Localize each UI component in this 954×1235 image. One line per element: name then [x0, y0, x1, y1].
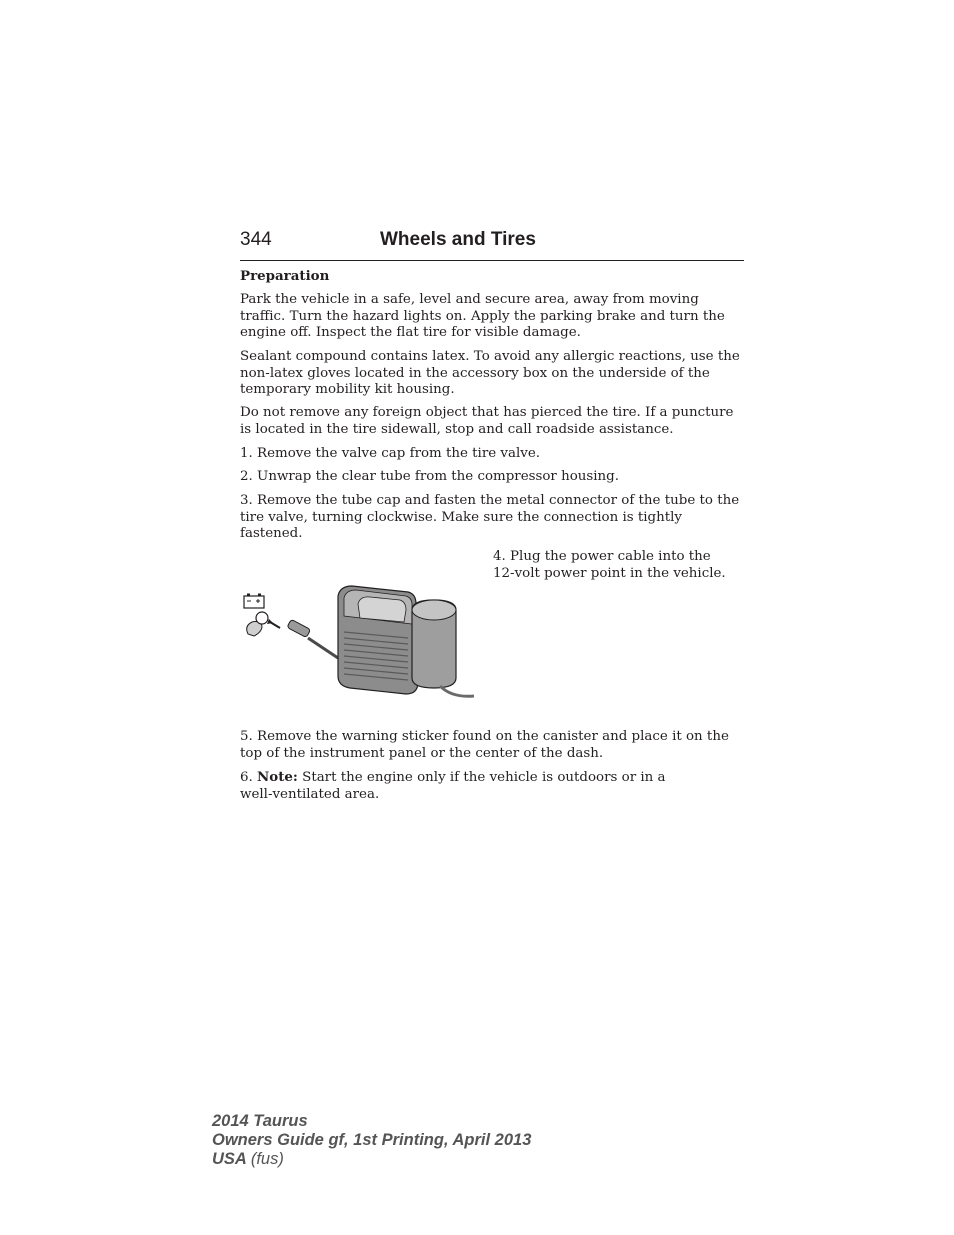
step-3: 3. Remove the tube cap and fasten the metal connector of the tube to the tire valve, turning clockwise. Make sure the connection is tightly fastened.	[240, 493, 740, 541]
step-6-text: Start the engine only if the vehicle is outdoors or in a well-ventilated area.	[240, 770, 666, 802]
step-4: 4. Plug the power cable into the 12-volt power point in the vehicle.	[493, 549, 726, 581]
compressor-illustration	[240, 582, 476, 704]
step-6-number: 6.	[240, 770, 253, 785]
footer-region: USA	[212, 1150, 247, 1168]
step-1: 1. Remove the valve cap from the tire valve.	[240, 446, 541, 461]
battery-icon	[244, 594, 264, 609]
step-5: 5. Remove the warning sticker found on the canister and place it on the top of the instrument panel or the center of the dash.	[240, 729, 729, 761]
page-number: 344	[240, 229, 272, 250]
footer-line-1: 2014 Taurus	[212, 1112, 308, 1130]
subheading-preparation: Preparation	[240, 268, 330, 284]
paragraph-foreign-object: Do not remove any foreign object that has pierced the tire. If a puncture is located in the tire sidewall, stop and call roadside assistance.	[240, 405, 734, 437]
power-plug-icon	[247, 612, 338, 658]
page-header	[240, 228, 744, 261]
footer-line-3	[212, 1150, 531, 1169]
section-title: Wheels and Tires	[380, 229, 536, 250]
step-6	[240, 769, 680, 803]
page-footer	[212, 1112, 531, 1169]
footer-region-code: (fus)	[250, 1150, 284, 1168]
step-6-note-label: Note:	[257, 769, 298, 785]
step-2: 2. Unwrap the clear tube from the compressor housing.	[240, 469, 620, 484]
paragraph-park-vehicle: Park the vehicle in a safe, level and secure area, away from moving traffic. Turn the hazard lights on. Apply the parking brake and turn the engine off. Inspect the flat tire for visible damage.	[240, 292, 725, 340]
compressor-body	[338, 586, 474, 696]
footer-line-2: Owners Guide gf, 1st Printing, April 2013	[212, 1131, 532, 1149]
paragraph-latex-warning: Sealant compound contains latex. To avoid any allergic reactions, use the non-latex gloves located in the accessory box on the underside of the temporary mobility kit housing.	[240, 349, 740, 397]
